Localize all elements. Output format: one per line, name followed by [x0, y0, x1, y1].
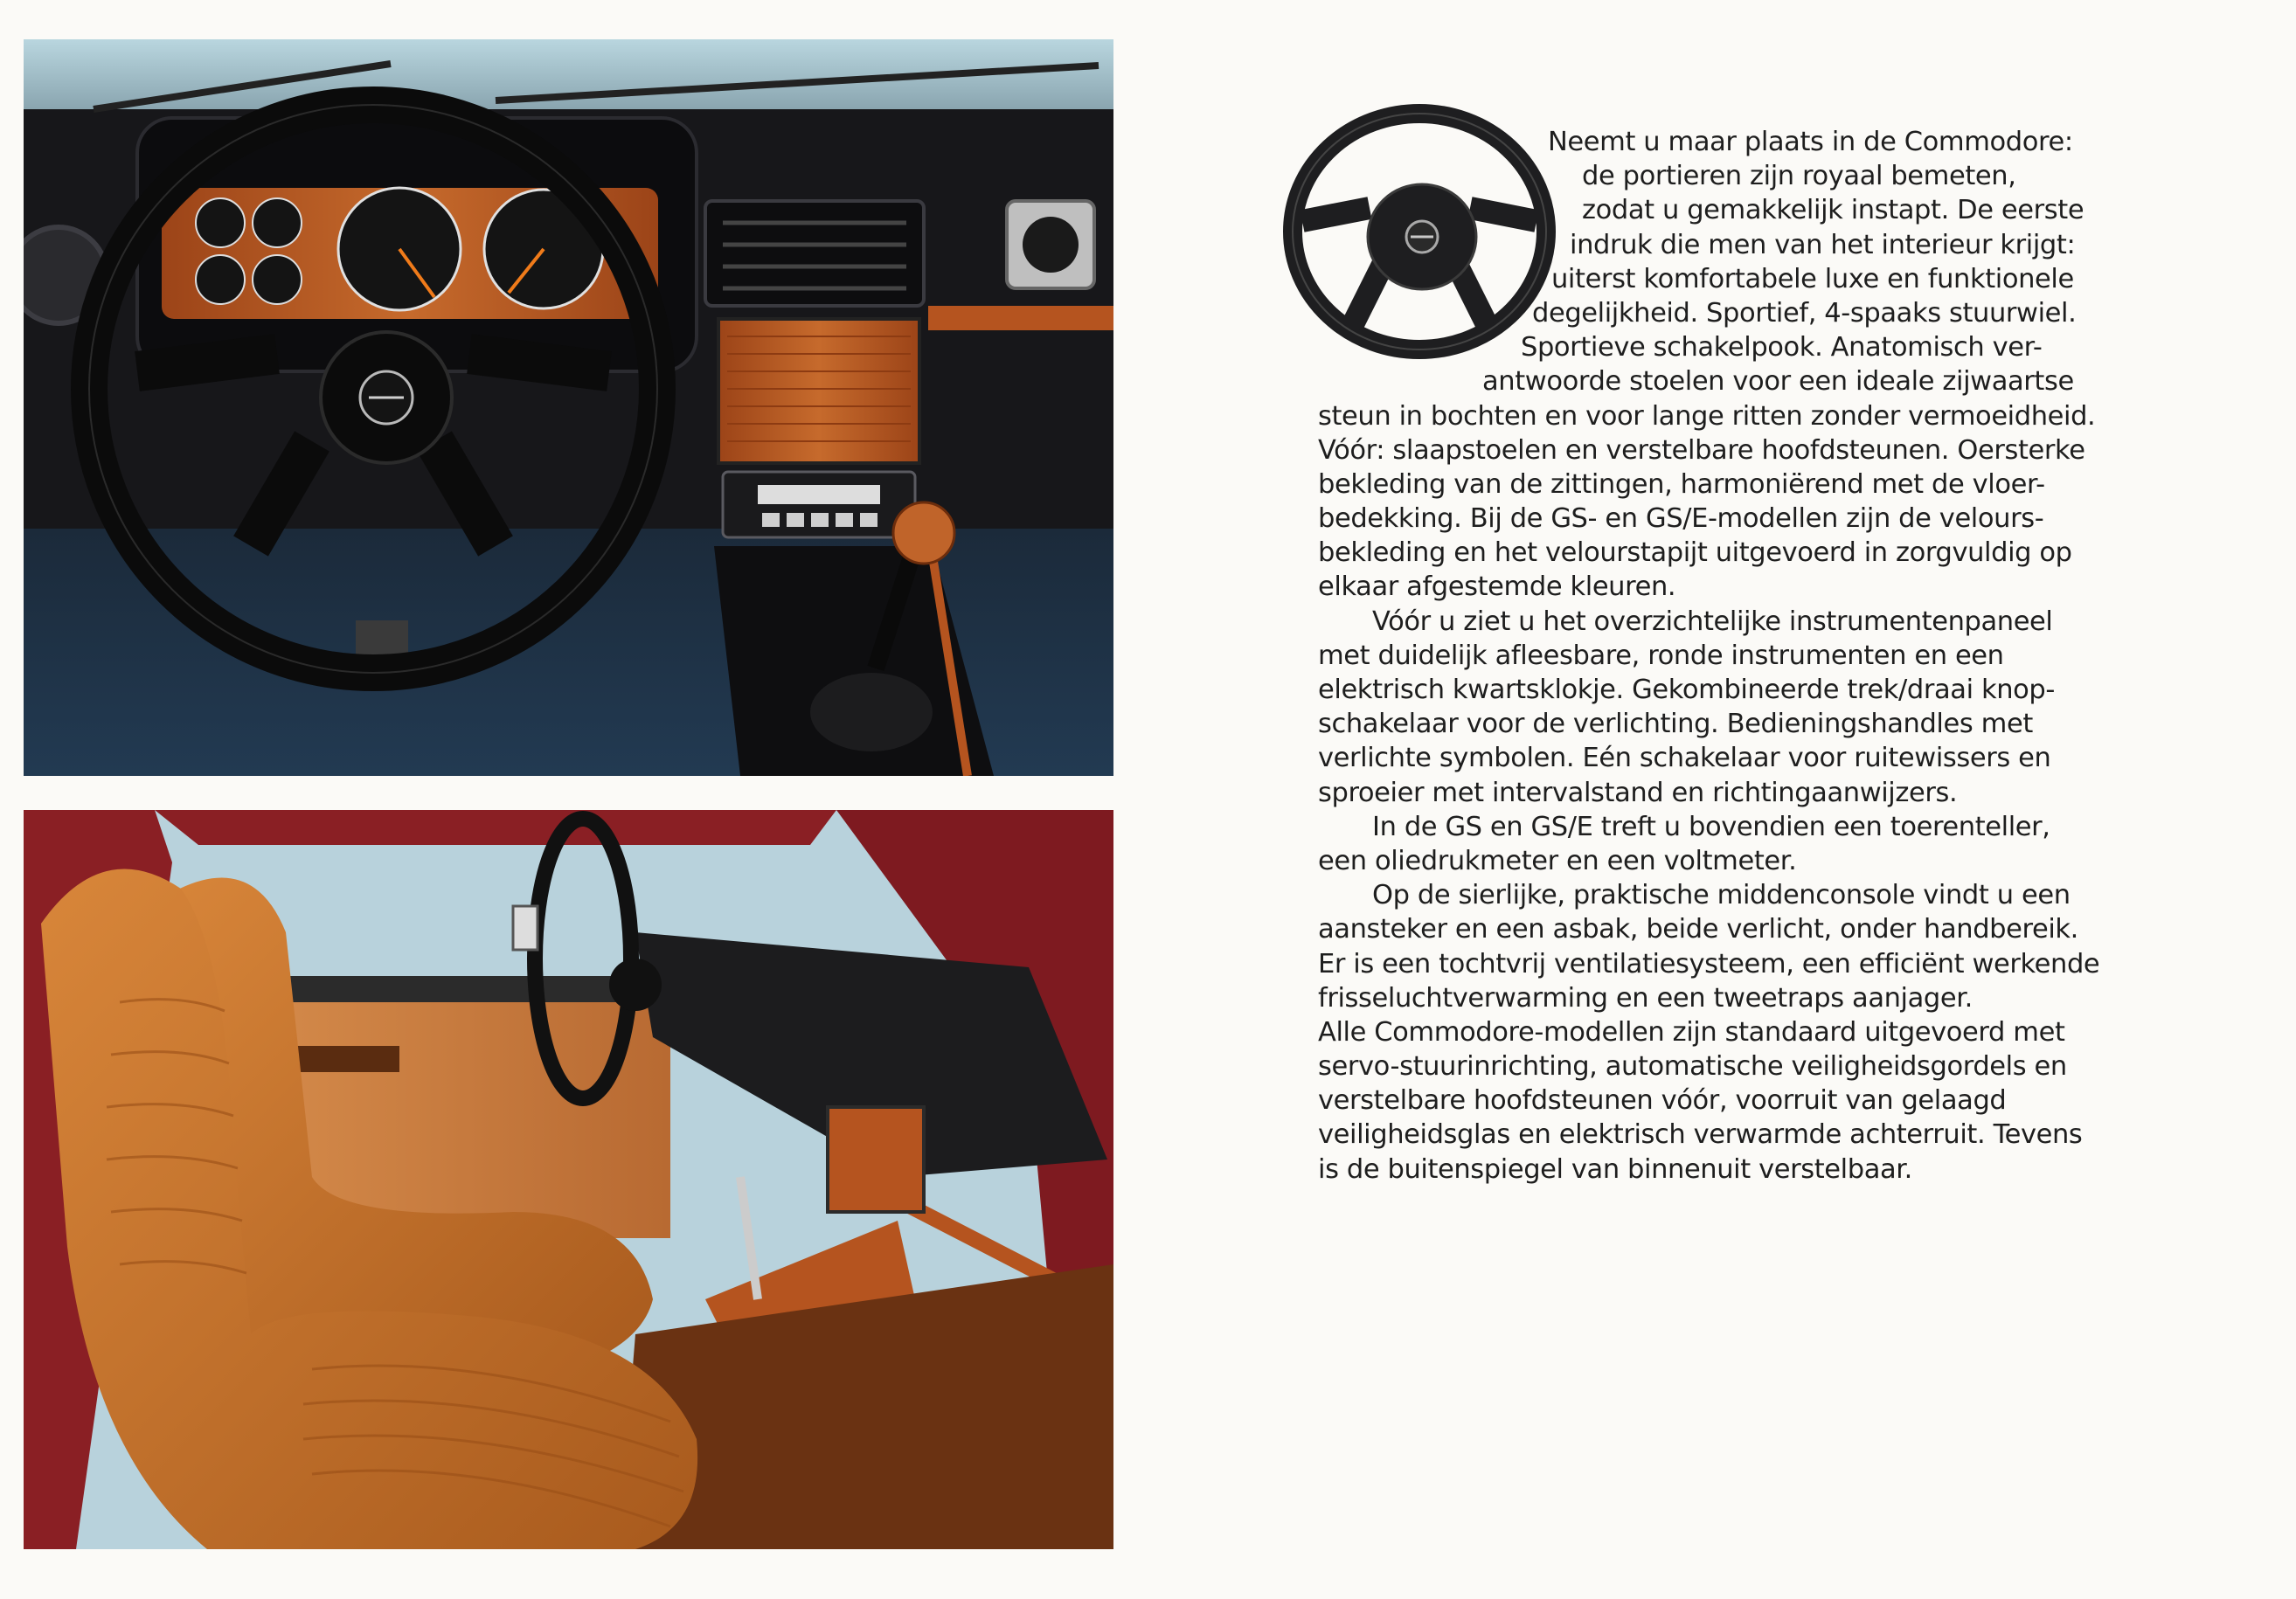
article-line: antwoorde stoelen voor een ideale zijwaartse — [1482, 366, 2074, 398]
article-line: met duidelijk afleesbare, ronde instrumenten en een — [1318, 640, 2004, 671]
article-line: is de buitenspiegel van binnenuit verstelbaar. — [1318, 1153, 1912, 1185]
article-line: Alle Commodore-modellen zijn standaard uitgevoerd met — [1318, 1016, 2065, 1048]
article-line: een oliedrukmeter en een voltmeter. — [1318, 845, 1797, 876]
article-line: zodat u gemakkelijk instapt. De eerste — [1582, 195, 2084, 226]
article-line: Neemt u maar plaats in de Commodore: — [1548, 127, 2073, 157]
article-line: verlichte symbolen. Eén schakelaar voor ruitewissers en — [1318, 743, 2051, 774]
article-line: aansteker en een asbak, beide verlicht, onder handbereik. — [1318, 914, 2078, 945]
article-line: Vóór: slaapstoelen en verstelbare hoofdsteunen. Oersterke — [1318, 434, 2085, 466]
article-line: In de GS en GS/E treft u bovendien een toerenteller, — [1372, 811, 2050, 842]
article-line: Sportieve schakelpook. Anatomisch ver- — [1521, 332, 2043, 363]
article-text — [1318, 125, 2227, 1187]
article-line: verstelbare hoofdsteunen vóór, voorruit van gelaagd — [1318, 1085, 2007, 1117]
article-line: uiterst komfortabele luxe en funktionele — [1551, 263, 2074, 294]
article-line: Op de sierlijke, praktische middenconsole vindt u een — [1372, 880, 2071, 911]
article-line: indruk die men van het interieur krijgt: — [1570, 229, 2076, 260]
interior-illustration — [24, 810, 1113, 1549]
article-line: Er is een tochtvrij ventilatiesysteem, een efficiënt werkende — [1318, 948, 2100, 979]
article-line: sproeier met intervalstand en richtingaanwijzers. — [1318, 777, 1958, 808]
article-line: elektrisch kwartsklokje. Gekombineerde trek/draai knop- — [1318, 675, 2055, 705]
article-line: servo-stuurinrichting, automatische veiligheidsgordels en — [1318, 1051, 2067, 1083]
article-line: bekleding en het velourstapijt uitgevoerd in zorgvuldig op — [1318, 537, 2072, 569]
article-line: degelijkheid. Sportief, 4-spaaks stuurwiel. — [1532, 297, 2077, 329]
article-line: bedekking. Bij de GS- en GS/E-modellen zijn de velours- — [1318, 503, 2044, 535]
article-line: elkaar afgestemde kleuren. — [1318, 571, 1676, 603]
dashboard-photo — [24, 39, 1113, 776]
interior-photo — [24, 810, 1113, 1549]
article-line: frisseluchtverwarming en een tweetraps aanjager. — [1318, 982, 1973, 1014]
article-line: steun in bochten en voor lange ritten zonder vermoeidheid. — [1318, 400, 2096, 432]
article-line: bekleding van de zittingen, harmoniërend met de vloer- — [1318, 468, 2045, 500]
dashboard-illustration — [24, 39, 1113, 776]
article-line: schakelaar voor de verlichting. Bedieningshandles met — [1318, 709, 2033, 740]
article-line: veiligheidsglas en elektrisch verwarmde achterruit. Tevens — [1318, 1119, 2083, 1151]
article-line: de portieren zijn royaal bemeten, — [1582, 161, 2016, 192]
article-line: Vóór u ziet u het overzichtelijke instrumentenpaneel — [1372, 606, 2053, 637]
